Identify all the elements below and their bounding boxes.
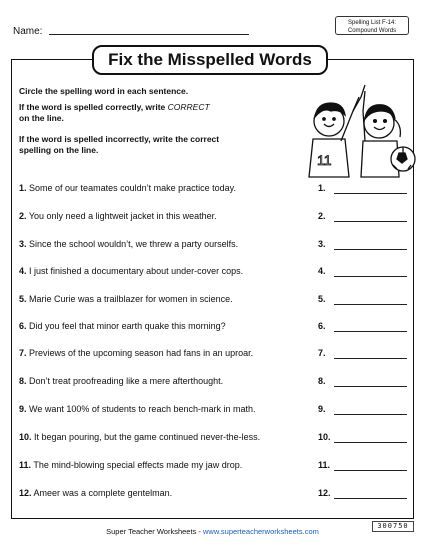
question-8 (19, 376, 309, 386)
instruction-correct-word: CORRECT (167, 102, 210, 112)
kids-high-five-illustration (291, 79, 419, 179)
answer-11-number: 11. (318, 460, 331, 470)
question-1-number: 1. (19, 183, 27, 193)
question-3-number: 3. (19, 239, 27, 249)
instruction-correct-tail: on the line. (19, 113, 64, 123)
question-11 (19, 460, 309, 470)
footer-url-link[interactable]: www.superteacherworksheets.com (202, 527, 319, 536)
question-6 (19, 321, 309, 331)
question-8-number: 8. (19, 376, 27, 386)
list-label-line1: Spelling List F-14: (347, 20, 397, 26)
spelling-list-badge (335, 16, 409, 35)
question-10-number: 10. (19, 432, 32, 442)
answer-2-number: 2. (318, 211, 326, 221)
question-2-text: You only need a lightweit jacket in this weather. (28, 211, 217, 221)
answer-8-number: 8. (318, 376, 326, 386)
answer-4-number: 4. (318, 266, 326, 276)
answer-6-line[interactable] (334, 331, 407, 332)
answer-4-line[interactable] (334, 276, 407, 277)
question-11-text: The mind-blowing special effects made my jaw drop. (33, 460, 243, 470)
answer-5-number: 5. (318, 294, 326, 304)
question-5-number: 5. (19, 294, 27, 304)
question-5 (19, 294, 309, 304)
name-label: Name: (13, 26, 43, 37)
question-6-text: Did you feel that minor earth quake this morning? (29, 321, 226, 331)
answer-1-line[interactable] (334, 193, 407, 194)
list-label-line2: Compound Words (347, 28, 397, 34)
question-4-text: I just finished a documentary about under-cover cops. (29, 266, 244, 276)
answer-2-line[interactable] (334, 221, 407, 222)
answer-6-number: 6. (318, 321, 326, 331)
answer-3-number: 3. (318, 239, 326, 249)
instruction-circle: Circle the spelling word in each sentence. (19, 86, 189, 96)
question-10-text: It began pouring, but the game continued never-the-less. (34, 432, 261, 442)
answer-10-number: 10. (318, 432, 331, 442)
question-6-number: 6. (19, 321, 27, 331)
footer-separator: - (196, 527, 203, 536)
question-3-text: Since the school wouldn’t, we threw a party ourselfs. (29, 239, 239, 249)
question-7-number: 7. (19, 348, 27, 358)
question-5-text: Marie Curie was a trailblazer for women in science. (29, 294, 233, 304)
question-8-text: Don’t treat proofreading like a mere afterthought. (29, 376, 224, 386)
question-7-text: Previews of the upcoming season had fans in an uproar. (29, 348, 254, 358)
question-4 (19, 266, 309, 276)
footer (0, 527, 425, 536)
question-1-text: Some of our teamates couldn’t make practice today. (29, 183, 236, 193)
name-line[interactable] (49, 34, 249, 35)
answer-11-line[interactable] (334, 470, 407, 471)
question-4-number: 4. (19, 266, 27, 276)
answer-7-number: 7. (318, 348, 326, 358)
question-12-text: Ameer was a complete gentelman. (33, 488, 173, 498)
question-12 (19, 488, 309, 498)
worksheet-code: 300750 (372, 521, 414, 532)
answer-12-line[interactable] (334, 498, 407, 499)
question-2 (19, 211, 309, 221)
question-2-number: 2. (19, 211, 27, 221)
answer-7-line[interactable] (334, 358, 407, 359)
answer-9-number: 9. (318, 404, 326, 414)
question-12-number: 12. (19, 488, 32, 498)
worksheet-title: Fix the Misspelled Words (92, 45, 328, 75)
answer-5-line[interactable] (334, 304, 407, 305)
answer-9-line[interactable] (334, 414, 407, 415)
question-9 (19, 404, 309, 414)
instruction-correct (19, 102, 229, 124)
answer-3-line[interactable] (334, 249, 407, 250)
question-9-text: We want 100% of students to reach bench-mark in math. (29, 404, 256, 414)
instruction-correct-text: If the word is spelled correctly, write (19, 102, 166, 112)
question-3 (19, 239, 309, 249)
question-1 (19, 183, 309, 193)
footer-brand: Super Teacher Worksheets (106, 527, 197, 536)
question-10 (19, 432, 309, 442)
answer-10-line[interactable] (334, 442, 407, 443)
answer-8-line[interactable] (334, 386, 407, 387)
question-11-number: 11. (19, 460, 32, 470)
instruction-incorrect: If the word is spelled incorrectly, write the correct spelling on the line. (19, 134, 220, 155)
answer-12-number: 12. (318, 488, 331, 498)
svg-text:11: 11 (317, 152, 332, 168)
question-7 (19, 348, 309, 358)
question-9-number: 9. (19, 404, 27, 414)
answer-1-number: 1. (318, 183, 326, 193)
